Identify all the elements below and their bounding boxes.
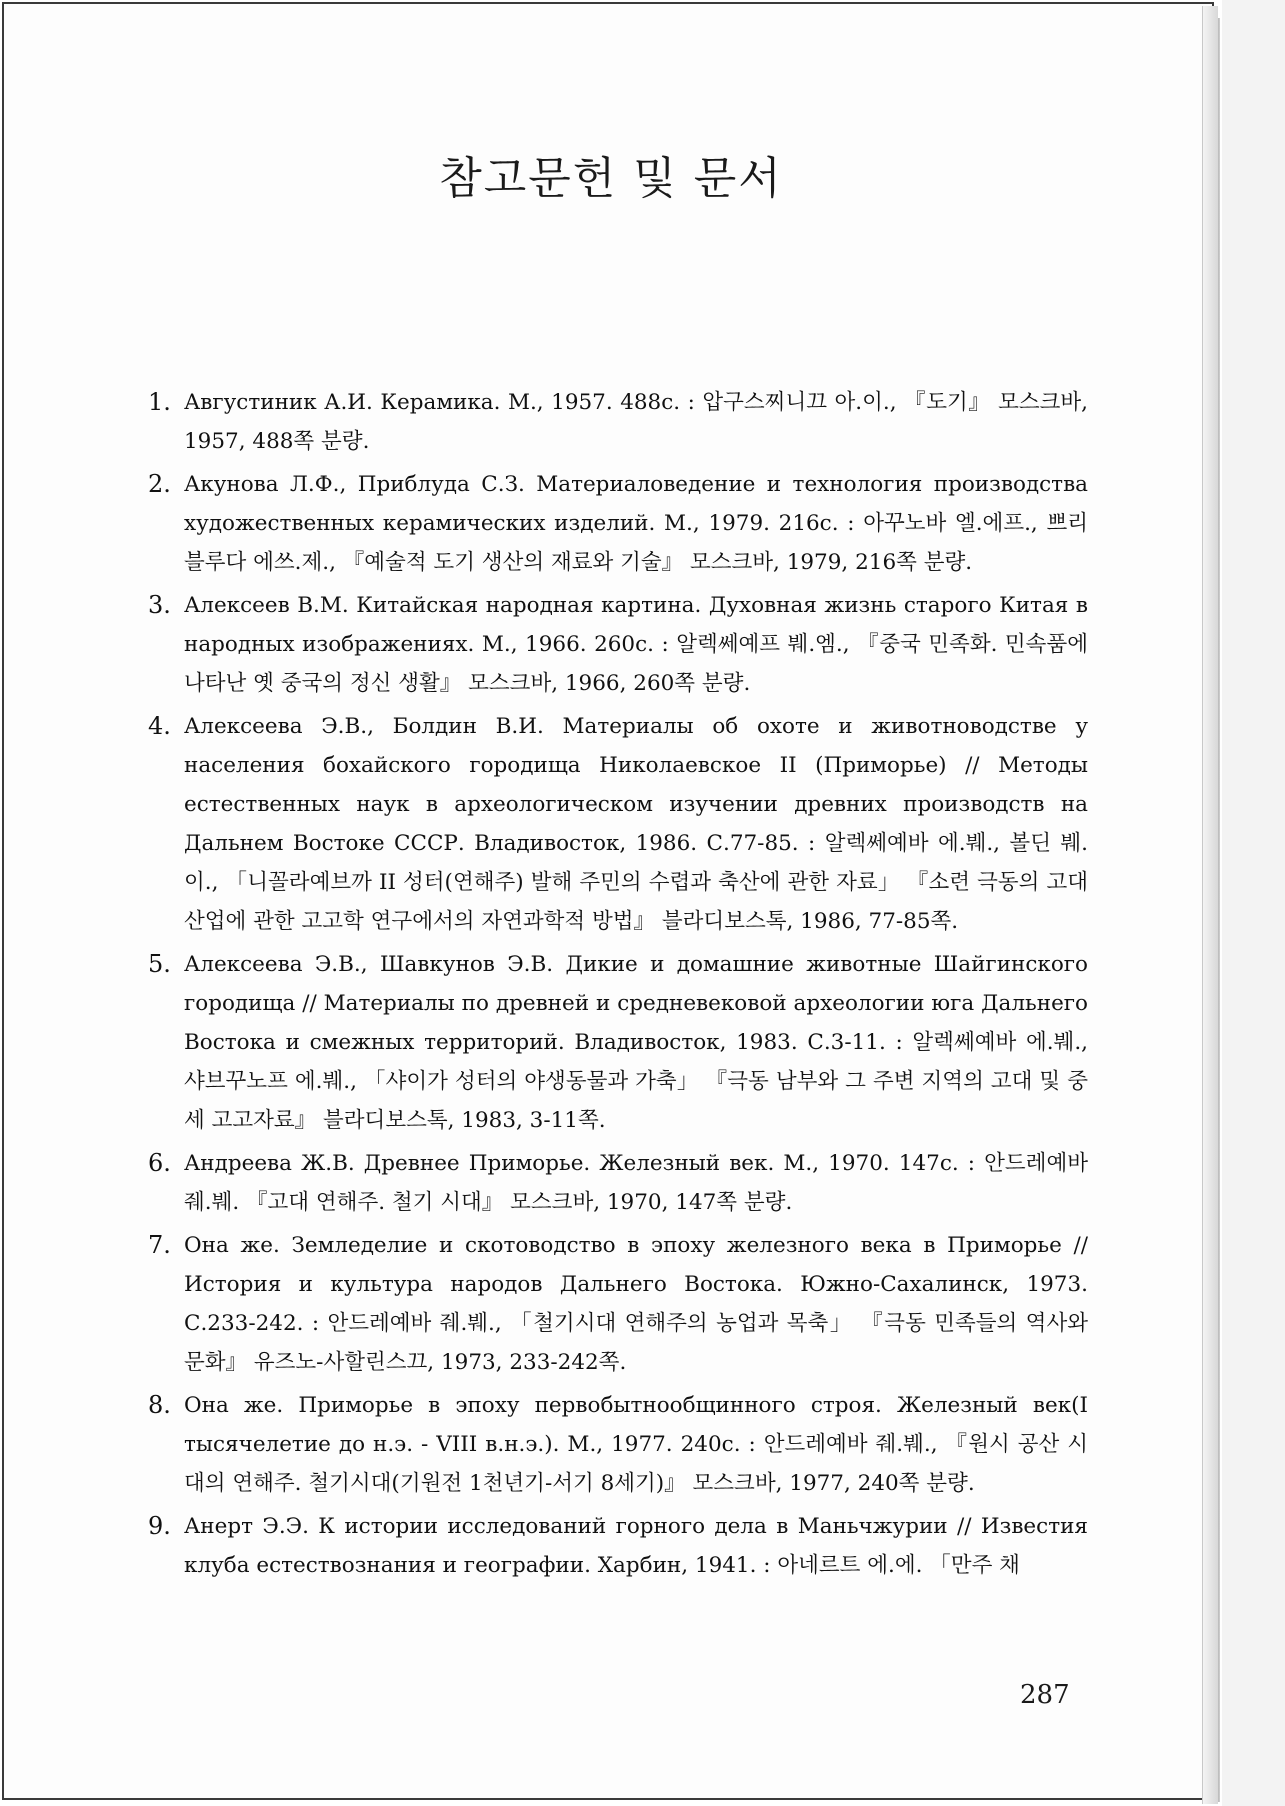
reference-text: Алексеев В.М. Китайская народная картина. Духовная жизнь старого Китая в народных изображениях. М., 1966. 260с. : 알렉쎄예프 붸.엠., 『중국 민족화. 민속품에 나타난 옛 중국의 정신 생활』 모스크바, 1966, 260쪽 분량. [184, 593, 1088, 696]
page-edge [1202, 6, 1218, 1804]
reference-text: Августиник А.И. Керамика. М., 1957. 488с. : 압구스찌니끄 아.이., 『도기』 모스크바, 1957, 488쪽 분량. [184, 390, 1088, 454]
reference-item [148, 586, 1088, 703]
reference-text: Андреева Ж.В. Древнее Приморье. Железный век. М., 1970. 147с. : 안드레예바 줴.붸. 『고대 연해주. 철기 시대』 모스크바, 1970, 147쪽 분량. [184, 1151, 1088, 1215]
reference-text: Алексеева Э.В., Шавкунов Э.В. Дикие и домашние животные Шайгинского городища // Материалы по древней и средневековой археологии юга Дальнего Востока и смежных территорий. Владивосток, 1983. С.3-11. : 알렉쎄예바 에.붸., 샤브꾸노프 에.붸., 「샤이가 성터의 야생동물과 가축」 『극동 남부와 그 주변 지역의 고대 및 중세 고고자료』 블라디보스톡, 1983, 3-11쪽. [184, 952, 1088, 1133]
reference-item [148, 383, 1088, 461]
reference-item [148, 465, 1088, 582]
reference-text: Она же. Приморье в эпоху первобытнообщинного строя. Железный век(I тысячелетие до н.э. - VIII в.н.э.). М., 1977. 240с. : 안드레예바 줴.붸., 『원시 공산 시대의 연해주. 철기시대(기원전 1천년기-서기 8세기)』 모스크바, 1977, 240쪽 분량. [184, 1393, 1088, 1496]
page-number: 287 [1020, 1680, 1070, 1710]
reference-number: 3. [148, 591, 171, 619]
reference-item [148, 1507, 1088, 1585]
page-title: 참고문헌 및 문서 [439, 153, 783, 204]
reference-number: 9. [148, 1512, 171, 1540]
reference-number: 5. [148, 950, 171, 978]
reference-text: Анерт Э.Э. К истории исследований горного дела в Маньчжурии // Известия клуба естествознания и географии. Харбин, 1941. : 아네르트 에.에. 「만주 채 [184, 1514, 1088, 1578]
viewer-background [1222, 0, 1285, 1806]
reference-text: Акунова Л.Ф., Приблуда С.З. Материаловедение и технология производства художественных керамических изделий. М., 1979. 216с. : 아꾸노바 엘.에프., 쁘리블루다 에쓰.제., 『예술적 도기 생산의 재료와 기술』 모스크바, 1979, 216쪽 분량. [184, 472, 1088, 575]
reference-text: Она же. Земледелие и скотоводство в эпоху железного века в Приморье // История и культура народов Дальнего Востока. Южно-Сахалинск, 1973. С.233-242. : 안드레예바 줴.붸., 「철기시대 연해주의 농업과 목축」 『극동 민족들의 역사와 문화』 유즈노-사할린스끄, 1973, 233-242쪽. [184, 1233, 1088, 1375]
reference-text: Алексеева Э.В., Болдин В.И. Материалы об охоте и животноводстве у населения бохайского городища Николаевское II (Приморье) // Методы естественных наук в археологическом изучении древних производств на Дальнем Востоке СССР. Владивосток, 1986. С.77-85. : 알렉쎄예바 에.붸., 볼딘 붸.이., 「니꼴라예브까 II 성터(연해주) 발해 주민의 수렵과 축산에 관한 자료」 『소련 극동의 고대 산업에 관한 고고학 연구에서의 자연과학적 방법』 블라디보스톡, 1986, 77-85쪽. [184, 714, 1088, 934]
reference-number: 8. [148, 1391, 171, 1419]
reference-item [148, 707, 1088, 941]
reference-number: 6. [148, 1149, 171, 1177]
reference-item [148, 1144, 1088, 1222]
reference-item [148, 1226, 1088, 1382]
reference-number: 4. [148, 712, 171, 740]
reference-item [148, 1386, 1088, 1503]
reference-item [148, 945, 1088, 1140]
reference-number: 7. [148, 1231, 171, 1259]
reference-list [148, 383, 1088, 1589]
reference-number: 2. [148, 470, 171, 498]
reference-number: 1. [148, 388, 171, 416]
